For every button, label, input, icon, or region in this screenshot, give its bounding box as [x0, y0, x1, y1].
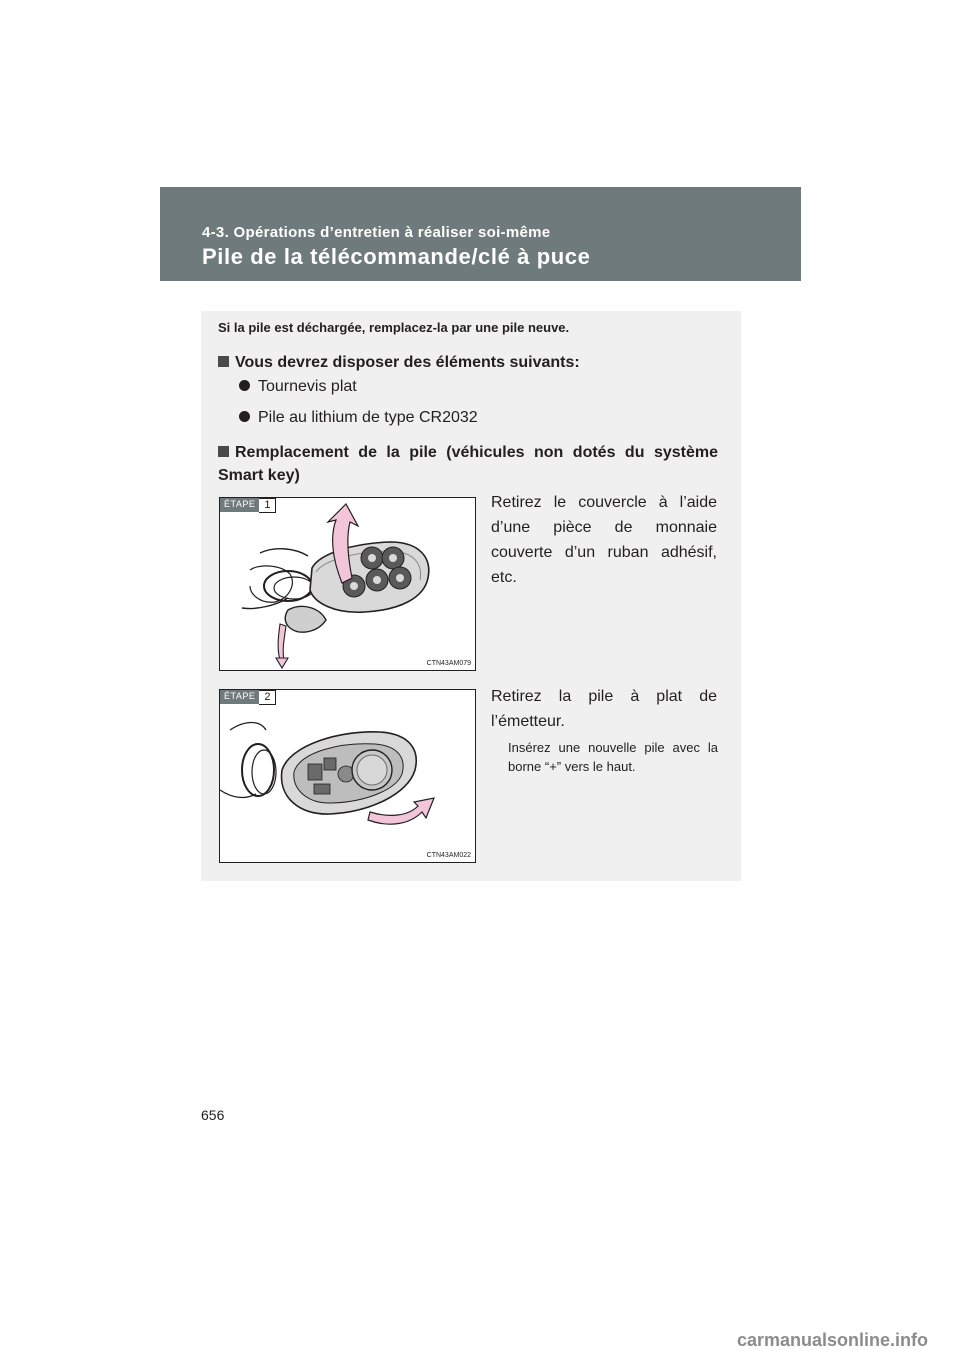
intro-text: Si la pile est déchargée, remplacez-la par une pile neuve.	[218, 320, 570, 335]
required-items-heading	[218, 351, 580, 374]
round-bullet-icon	[239, 380, 250, 391]
heading-label: Remplacement de la pile (véhicules non dotés du système Smart key)	[218, 444, 718, 484]
replacement-heading	[218, 441, 718, 487]
step-label: ÉTAPE	[220, 498, 259, 512]
figure-code: CTN43AM079	[426, 660, 471, 667]
step-2-text: Retirez la pile à plat de l’émetteur.	[491, 688, 717, 730]
section-header	[160, 187, 801, 281]
square-bullet-icon	[218, 356, 229, 367]
page-title: Pile de la télécommande/clé à puce	[202, 244, 591, 269]
step-2-illustration	[219, 689, 476, 863]
bullet-item	[239, 409, 478, 427]
content-panel	[201, 311, 741, 881]
watermark-text: carmanualsonline.info	[737, 1330, 929, 1350]
step-label: ÉTAPE	[220, 690, 259, 704]
square-bullet-icon	[218, 446, 229, 457]
section-title: 4-3. Opérations d’entretien à réaliser soi-même	[202, 224, 551, 241]
figure-code: CTN43AM022	[426, 852, 471, 859]
bullet-label: Tournevis plat	[258, 378, 357, 395]
step-badge	[220, 690, 276, 704]
step-badge	[220, 498, 276, 512]
bullet-item	[239, 378, 357, 396]
step-1-illustration	[219, 497, 476, 671]
heading-label: Vous devrez disposer des éléments suivants:	[235, 354, 580, 371]
step-number: 1	[259, 498, 276, 513]
watermark-bar	[0, 1316, 960, 1358]
bullet-label: Pile au lithium de type CR2032	[258, 409, 478, 426]
round-bullet-icon	[239, 411, 250, 422]
page-number: 656	[201, 1107, 225, 1123]
step-2-note: Insérez une nouvelle pile avec la borne “+” vers le haut.	[508, 740, 718, 774]
battery-removal-drawing	[220, 690, 475, 862]
step-1-text: Retirez le couvercle à l’aide d’une pièce de monnaie couverte d’un ruban adhésif, etc.	[491, 494, 717, 586]
key-fob-cover-removal-drawing	[220, 498, 475, 670]
step-number: 2	[259, 690, 276, 705]
